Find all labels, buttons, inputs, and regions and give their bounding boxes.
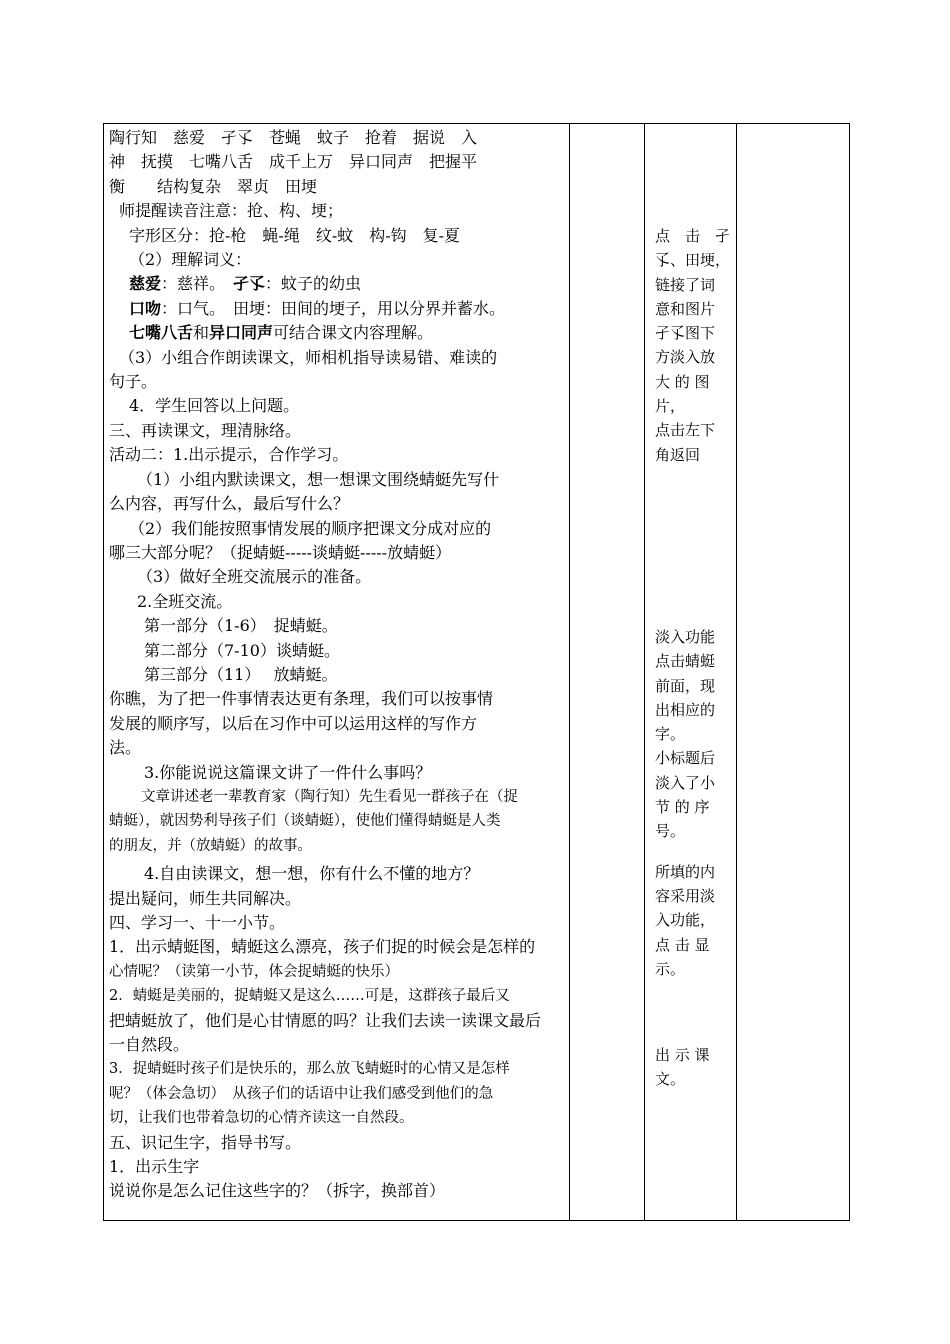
- table-row: [104, 124, 850, 1221]
- note-line: 号。: [655, 822, 686, 841]
- step-text: 1．出示生字: [109, 1157, 200, 1177]
- section-heading: 三、再读课文，理清脉络。: [109, 420, 302, 440]
- step-text: 切，让我们也带着急切的心情齐读这一自然段。: [109, 1110, 414, 1127]
- teaching-process-cell: [104, 124, 570, 1221]
- step-text: 1．出示蜻蜓图，蜻蜓这么漂亮，孩子们捉的时候会是怎样的: [109, 937, 536, 957]
- step-text: 心情呢？（读第一小节，体会捉蜻蜓的快乐）: [109, 963, 399, 980]
- section-heading: 四、学习一、十一小节。: [109, 913, 286, 932]
- question-text: 4.自由读课文，想一想，你有什么不懂的地方？: [144, 864, 480, 884]
- note-line: 淡入功能: [655, 627, 716, 646]
- note-line: 小标题后: [655, 749, 716, 768]
- note-line: 意和图片: [655, 299, 716, 318]
- definition: ：蚊子的幼虫: [265, 274, 362, 294]
- design-notes-cell: [645, 124, 737, 1221]
- note-line: 方淡入放: [655, 348, 716, 367]
- note-line: 出 示 课: [655, 1046, 710, 1065]
- summary-text: 发展的顺序写，以后在习作中可以运用这样的写作方: [109, 713, 478, 733]
- empty-cell: [570, 124, 645, 1221]
- story-summary: 的朋友，并（放蜻蜓）的故事。: [109, 837, 312, 854]
- definition-line: [109, 321, 564, 345]
- pronunciation-note: 师提醒读音注意：抢、构、埂；: [119, 201, 344, 221]
- note-block: [655, 860, 730, 981]
- part-text: 第三部分（11） 放蜻蜓。: [144, 664, 338, 684]
- note-line: 角返回: [655, 445, 701, 464]
- note-line: 点 击 显: [655, 935, 710, 954]
- note-line: 所填的内: [655, 862, 716, 881]
- vocab-line: 神 抚摸 七嘴八舌 成千上万 异口同声 把握平: [109, 152, 478, 172]
- note-line: 点击蜻蜓: [655, 652, 716, 671]
- term: 口吻: [129, 298, 162, 318]
- section-heading: 五、识记生字，指导书写。: [109, 1132, 302, 1152]
- question-text: （2）我们能按照事情发展的顺序把课文分成对应的: [129, 518, 492, 538]
- step-text: 一自然段。: [109, 1035, 190, 1055]
- note-line: 文。: [655, 1070, 686, 1089]
- empty-cell: [737, 124, 850, 1221]
- step-text: 3．捉蜻蜓时孩子们是快乐的，那么放飞蜻蜓时的心情又是怎样: [109, 1061, 510, 1078]
- question-text: （3）做好全班交流展示的准备。: [137, 567, 372, 587]
- question-text: 提出疑问，师生共同解决。: [109, 888, 302, 908]
- note-line: 淡入了小: [655, 773, 716, 792]
- definition-line: [109, 272, 564, 296]
- vocab-line: 陶行知 慈爱 孑孓 苍蝇 蚊子 抢着 据说 入: [109, 128, 478, 147]
- question-text: 么内容，再写什么，最后写什么？: [109, 494, 350, 514]
- story-summary: 文章讲述老一辈教育家（陶行知）先生看见一群孩子在（捉: [141, 788, 518, 805]
- lesson-plan-table: [103, 123, 850, 1221]
- summary-text: 你瞧，为了把一件事情表达更有条理，我们可以按事情: [109, 689, 494, 709]
- summary-text: 法。: [109, 738, 142, 758]
- question-text: 哪三大部分呢？（捉蜻蜓-----谈蜻蜓-----放蜻蜓）: [109, 542, 452, 562]
- step-text: 说说你是怎么记住这些字的？（拆字，换部首）: [109, 1181, 446, 1201]
- step-text: 4．学生回答以上问题。: [129, 396, 300, 416]
- note-line: 节 的 序: [655, 798, 710, 817]
- meaning-heading: （2）理解词义：: [129, 250, 252, 270]
- note-line: 孑孓图下: [655, 324, 716, 343]
- note-line: 前面，现: [655, 676, 716, 695]
- definition-line: [109, 297, 564, 321]
- note-line: 链接了词: [655, 275, 716, 294]
- shape-distinction-note: 字形区分：抢-枪 蝇-绳 纹-蚊 构-钩 复-夏: [129, 225, 461, 245]
- note-block: [655, 746, 730, 843]
- note-block: [655, 224, 730, 467]
- definition: ：慈祥。: [161, 274, 234, 294]
- term: 七嘴八舌: [129, 323, 194, 343]
- story-summary: 蜻蜓），就因势利导孩子们（谈蜻蜓），使他们懂得蜻蜓是人类: [109, 813, 501, 830]
- note-line: 片，: [655, 397, 686, 416]
- note-line: 示。: [655, 959, 686, 978]
- connector-text: 和: [193, 323, 210, 343]
- note-block: [655, 625, 730, 746]
- note-line: 孓、田埂，: [655, 251, 731, 270]
- part-text: 第一部分（1-6） 捉蜻蜓。: [144, 616, 338, 636]
- note-line: 字。: [655, 725, 686, 744]
- question-text: （1）小组内默读课文，想一想课文围绕蜻蜓先写什: [137, 469, 500, 489]
- note-line: 大 的 图: [655, 372, 710, 391]
- step-text: 2.全班交流。: [137, 591, 233, 611]
- step-text: （3）小组合作朗读课文，师相机指导读易错、难读的: [119, 347, 498, 367]
- note-line: 点 击 孑: [655, 227, 730, 245]
- question-text: 3.你能说说这篇课文讲了一件什么事吗？: [144, 762, 432, 782]
- term: 异口同声: [209, 323, 274, 343]
- note-line: 出相应的: [655, 700, 716, 719]
- step-text: 呢？（体会急切） 从孩子们的话语中让我们感受到他们的急: [109, 1085, 494, 1102]
- step-text: 把蜻蜓放了，他们是心甘情愿的吗？让我们去读一读课文最后: [109, 1010, 542, 1030]
- term: 慈爱: [129, 274, 162, 294]
- definition: 可结合课文内容理解。: [273, 323, 434, 343]
- term: 孑孓: [233, 274, 266, 294]
- note-line: 容采用淡: [655, 886, 716, 905]
- step-text: 2．蜻蜓是美丽的，捉蜻蜓又是这么……可是，这群孩子最后又: [109, 988, 510, 1005]
- note-line: 点击左下: [655, 421, 716, 440]
- note-line: 入功能，: [655, 911, 716, 930]
- note-block: [655, 1043, 730, 1092]
- step-text: 句子。: [109, 372, 158, 392]
- definition: ：口气。 田埂：田间的埂子，用以分界并蓄水。: [161, 298, 506, 318]
- part-text: 第二部分（7-10）谈蜻蜓。: [144, 640, 340, 660]
- vocab-line: 衡 结构复杂 翠贞 田埂: [109, 176, 318, 196]
- activity-heading: 活动二：1.出示提示，合作学习。: [109, 445, 349, 465]
